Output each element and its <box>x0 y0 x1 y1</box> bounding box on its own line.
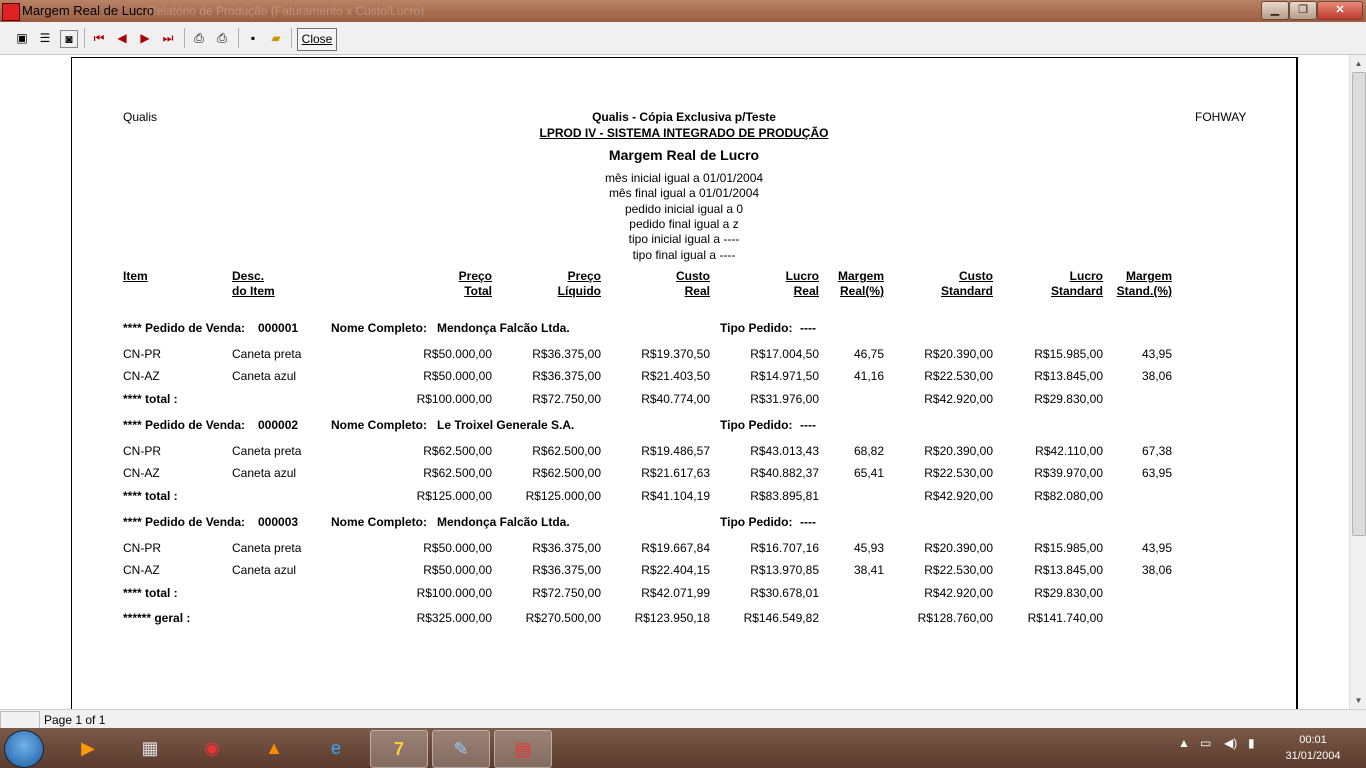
left-header: Qualis <box>123 110 158 124</box>
column-header-lucro_std1: Lucro <box>1069 269 1103 283</box>
separator <box>238 28 239 48</box>
row-custo_std: R$22.530,00 <box>924 466 993 480</box>
pedido-label: **** Pedido de Venda: <box>123 321 246 335</box>
total-lucro_real: R$83.895,81 <box>750 489 819 503</box>
total-lucro_std: R$82.080,00 <box>1034 489 1103 503</box>
save-icon[interactable]: ▪ <box>250 31 256 45</box>
system-line: LPROD IV - SISTEMA INTEGRADO DE PRODUÇÃO <box>539 126 829 140</box>
geral-lucro_std: R$141.740,00 <box>1027 611 1103 625</box>
seven-zip-icon[interactable]: 7 <box>370 730 428 768</box>
total-lucro_std: R$29.830,00 <box>1034 392 1103 406</box>
column-header-lucro_real1: Lucro <box>785 269 819 283</box>
network-icon[interactable]: ▭ <box>1200 736 1212 750</box>
total-preco_liq: R$72.750,00 <box>532 586 601 600</box>
total-custo_real: R$41.104,19 <box>641 489 710 503</box>
row-item: CN-PR <box>123 541 161 555</box>
volume-icon[interactable]: ◀) <box>1224 736 1238 750</box>
row-custo_real: R$22.404,15 <box>641 563 710 577</box>
geral-custo_real: R$123.950,18 <box>634 611 710 625</box>
tipo-value: ---- <box>800 418 816 432</box>
toolbar <box>0 22 1366 55</box>
column-header-custo_real1: Custo <box>676 269 710 283</box>
row-lucro_real: R$17.004,50 <box>750 347 819 361</box>
column-header-desc2: do Item <box>232 284 275 298</box>
row-margem_real: 41,16 <box>853 369 884 383</box>
pedido-label: **** Pedido de Venda: <box>123 515 246 529</box>
column-header-lucro_real2: Real <box>793 284 819 298</box>
zoom-icon[interactable]: ◙ <box>60 30 78 48</box>
row-item: CN-AZ <box>123 563 160 577</box>
row-margem_real: 46,75 <box>853 347 884 361</box>
separator <box>184 28 185 48</box>
filter-line: mês inicial igual a 01/01/2004 <box>604 171 764 185</box>
row-desc: Caneta azul <box>232 369 297 383</box>
row-custo_real: R$21.617,63 <box>641 466 710 480</box>
first-page-icon[interactable]: ⏮ <box>93 31 105 45</box>
row-lucro_std: R$42.110,00 <box>1035 444 1103 458</box>
tipo-label: Tipo Pedido: <box>720 418 793 432</box>
row-preco_liq: R$36.375,00 <box>532 541 601 555</box>
row-margem_std: 63,95 <box>1141 466 1172 480</box>
row-lucro_std: R$13.845,00 <box>1034 369 1103 383</box>
close-button[interactable]: Close <box>297 28 337 51</box>
column-header-desc1: Desc. <box>232 269 265 283</box>
column-header-margem_std2: Stand.(%) <box>1116 284 1172 298</box>
row-item: CN-PR <box>123 347 161 361</box>
status-bar <box>0 709 1366 729</box>
calculator-icon[interactable]: ▦ <box>141 738 159 758</box>
row-desc: Caneta preta <box>232 541 302 555</box>
row-lucro_real: R$40.882,37 <box>750 466 819 480</box>
row-lucro_std: R$15.985,00 <box>1034 541 1103 555</box>
row-margem_std: 43,95 <box>1141 541 1172 555</box>
previous-page-icon[interactable]: ◀ <box>117 31 127 45</box>
total-lucro_real: R$30.678,01 <box>750 586 819 600</box>
column-header-preco_liq1: Preço <box>567 269 601 283</box>
row-preco_total: R$50.000,00 <box>423 541 492 555</box>
taskbar <box>0 728 1366 768</box>
total-custo_std: R$42.920,00 <box>924 586 993 600</box>
row-margem_std: 67,38 <box>1141 444 1172 458</box>
pedido-number: 000001 <box>258 321 299 335</box>
filter-line: tipo inicial igual a ---- <box>628 232 740 247</box>
cliente-nome: Mendonça Falcão Ltda. <box>437 515 570 529</box>
separator <box>84 28 85 48</box>
nome-label: Nome Completo: <box>331 321 427 335</box>
filter-line: mês final igual a 01/01/2004 <box>608 186 760 201</box>
row-margem_std: 38,06 <box>1141 563 1172 577</box>
show-hidden-icons-icon[interactable]: ▲ <box>1178 736 1190 750</box>
total-custo_std: R$42.920,00 <box>924 392 993 406</box>
row-lucro_std: R$13.845,00 <box>1034 563 1103 577</box>
filter-line: pedido final igual a z <box>629 216 739 231</box>
media-player-icon[interactable]: ▶ <box>81 738 95 758</box>
tipo-value: ---- <box>800 321 816 335</box>
right-header: FOHWAY <box>1195 110 1247 124</box>
row-preco_liq: R$36.375,00 <box>532 563 601 577</box>
nome-label: Nome Completo: <box>331 515 427 529</box>
separator <box>291 28 292 48</box>
row-margem_std: 38,06 <box>1141 369 1172 383</box>
total-preco_total: R$100.000,00 <box>416 586 492 600</box>
total-label: **** total : <box>123 489 178 503</box>
app-icon <box>2 3 20 21</box>
scroll-up-icon[interactable]: ▲ <box>1354 59 1363 68</box>
row-lucro_real: R$13.970,85 <box>750 563 819 577</box>
row-desc: Caneta preta <box>232 444 302 458</box>
close-window-button[interactable]: ✕ <box>1317 1 1363 20</box>
row-lucro_real: R$43.013,43 <box>750 444 819 458</box>
geral-label: ****** geral : <box>123 611 191 625</box>
row-desc: Caneta azul <box>232 563 297 577</box>
last-page-icon[interactable]: ⏭ <box>162 31 174 45</box>
row-custo_real: R$19.370,50 <box>641 347 710 361</box>
internet-explorer-icon[interactable]: e <box>330 738 341 758</box>
row-custo_std: R$20.390,00 <box>924 444 993 458</box>
tipo-label: Tipo Pedido: <box>720 321 793 335</box>
row-desc: Caneta azul <box>232 466 297 480</box>
row-lucro_std: R$15.985,00 <box>1034 347 1103 361</box>
column-header-custo_std1: Custo <box>959 269 993 283</box>
page-width-icon[interactable]: ☰ <box>39 31 51 45</box>
filter-line: tipo final igual a ---- <box>632 247 736 262</box>
report-title: Margem Real de Lucro <box>608 147 760 163</box>
row-custo_real: R$19.486,57 <box>641 444 710 458</box>
row-lucro_std: R$39.970,00 <box>1034 466 1103 480</box>
total-label: **** total : <box>123 586 178 600</box>
total-label: **** total : <box>123 392 178 406</box>
clock-date: 31/01/2004 <box>1285 750 1341 762</box>
pedido-number: 000002 <box>258 418 299 432</box>
geral-lucro_real: R$146.549,82 <box>743 611 819 625</box>
row-preco_total: R$50.000,00 <box>423 369 492 383</box>
row-item: CN-PR <box>123 444 161 458</box>
tipo-label: Tipo Pedido: <box>720 515 793 529</box>
total-custo_std: R$42.920,00 <box>924 489 993 503</box>
column-header-item: Item <box>123 269 148 283</box>
report-app-icon[interactable]: ▤ <box>494 730 552 768</box>
total-custo_real: R$42.071,99 <box>641 586 710 600</box>
scroll-thumb[interactable] <box>1352 72 1366 536</box>
row-lucro_real: R$16.707,16 <box>750 541 819 555</box>
row-desc: Caneta preta <box>232 347 302 361</box>
report-page <box>71 57 1298 709</box>
status-cell <box>0 711 40 729</box>
pedido-label: **** Pedido de Venda: <box>123 418 246 432</box>
next-page-icon[interactable]: ▶ <box>140 31 150 45</box>
row-preco_total: R$50.000,00 <box>423 563 492 577</box>
column-header-lucro_std2: Standard <box>1050 284 1103 298</box>
row-preco_total: R$62.500,00 <box>423 466 492 480</box>
column-header-margem_std1: Margem <box>1125 269 1172 283</box>
tipo-value: ---- <box>800 515 816 529</box>
title-bar <box>0 0 1366 22</box>
row-item: CN-AZ <box>123 466 160 480</box>
row-preco_total: R$50.000,00 <box>423 347 492 361</box>
geral-preco_total: R$325.000,00 <box>416 611 492 625</box>
row-margem_std: 43,95 <box>1141 347 1172 361</box>
column-header-preco_total2: Total <box>464 284 492 298</box>
cliente-nome: Mendonça Falcão Ltda. <box>437 321 570 335</box>
row-preco_total: R$62.500,00 <box>423 444 492 458</box>
clock-time: 00:01 <box>1299 734 1327 746</box>
printer-setup-icon[interactable]: ⎙ <box>194 31 204 45</box>
row-preco_liq: R$62.500,00 <box>532 444 601 458</box>
minimize-button[interactable]: ▁ <box>1261 1 1289 20</box>
pedido-number: 000003 <box>258 515 299 529</box>
row-lucro_real: R$14.971,50 <box>750 369 819 383</box>
column-header-custo_std2: Standard <box>940 284 993 298</box>
chrome-icon[interactable]: ◉ <box>204 738 220 758</box>
total-preco_total: R$125.000,00 <box>416 489 492 503</box>
whole-page-icon[interactable]: ▣ <box>16 31 28 45</box>
window-title: Margem Real de Lucro <box>22 3 155 18</box>
row-custo_std: R$20.390,00 <box>924 541 993 555</box>
windows-start-icon[interactable] <box>4 730 44 768</box>
column-header-preco_liq2: Líquido <box>557 284 601 298</box>
vlc-icon[interactable]: ▲ <box>265 738 283 758</box>
filter-line: pedido inicial igual a 0 <box>624 201 744 216</box>
maximize-button[interactable]: ❐ <box>1289 1 1317 20</box>
row-margem_real: 65,41 <box>853 466 884 480</box>
window-ghost-title: Relatório de Produção (Faturamento x Custo/Lucro) <box>148 4 425 18</box>
row-margem_real: 68,82 <box>853 444 884 458</box>
row-custo_std: R$20.390,00 <box>924 347 993 361</box>
row-preco_liq: R$62.500,00 <box>532 466 601 480</box>
geral-preco_liq: R$270.500,00 <box>525 611 601 625</box>
row-custo_std: R$22.530,00 <box>924 563 993 577</box>
page-info: Page 1 of 1 <box>44 713 106 727</box>
power-icon[interactable]: ▮ <box>1248 736 1255 750</box>
print-icon[interactable]: ⎙ <box>217 31 227 45</box>
total-preco_liq: R$125.000,00 <box>525 489 601 503</box>
row-custo_real: R$19.667,84 <box>641 541 710 555</box>
column-header-custo_real2: Real <box>684 284 710 298</box>
column-header-margem_real1: Margem <box>837 269 884 283</box>
scroll-down-icon[interactable]: ▼ <box>1354 696 1363 705</box>
report-viewer <box>0 55 1349 709</box>
geral-custo_std: R$128.760,00 <box>917 611 993 625</box>
open-folder-icon[interactable]: ▰ <box>271 31 281 45</box>
total-preco_liq: R$72.750,00 <box>532 392 601 406</box>
row-preco_liq: R$36.375,00 <box>532 369 601 383</box>
cliente-nome: Le Troixel Generale S.A. <box>437 418 575 432</box>
total-preco_total: R$100.000,00 <box>416 392 492 406</box>
total-lucro_real: R$31.976,00 <box>750 392 819 406</box>
vertical-scrollbar[interactable] <box>1349 55 1366 709</box>
row-custo_real: R$21.403,50 <box>641 369 710 383</box>
row-item: CN-AZ <box>123 369 160 383</box>
row-preco_liq: R$36.375,00 <box>532 347 601 361</box>
column-header-preco_total1: Preço <box>458 269 492 283</box>
row-margem_real: 45,93 <box>853 541 884 555</box>
nome-label: Nome Completo: <box>331 418 427 432</box>
clock[interactable] <box>1276 732 1350 764</box>
column-header-margem_real2: Real(%) <box>839 284 884 298</box>
total-lucro_std: R$29.830,00 <box>1034 586 1103 600</box>
paint-icon[interactable]: ✎ <box>432 730 490 768</box>
row-margem_real: 38,41 <box>853 563 884 577</box>
row-custo_std: R$22.530,00 <box>924 369 993 383</box>
company-line: Qualis - Cópia Exclusiva p/Teste <box>592 110 776 124</box>
total-custo_real: R$40.774,00 <box>641 392 710 406</box>
